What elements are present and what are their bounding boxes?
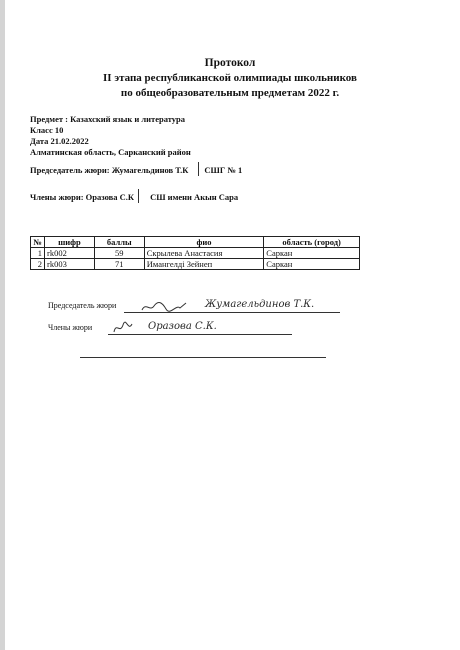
members-signature-label: Члены жюри bbox=[48, 323, 93, 332]
cell-region: Саркан bbox=[264, 259, 360, 270]
members-line bbox=[30, 192, 238, 202]
members-school: СШ имени Акын Сара bbox=[150, 192, 239, 202]
cell-name: Скрылева Анастасия bbox=[144, 248, 264, 259]
col-header-name: фио bbox=[144, 237, 264, 248]
page-subtitle-1: II этапа республиканской олимпиады школьников bbox=[103, 72, 357, 84]
chair-line bbox=[30, 165, 242, 175]
members-name: Члены жюри: Оразова С.К bbox=[30, 192, 135, 202]
page-subtitle-2: по общеобразовательным предметам 2022 г. bbox=[120, 87, 340, 99]
handwritten-signature-icon bbox=[112, 320, 134, 336]
cell-name: Имангелді Зейнеп bbox=[144, 259, 264, 270]
extra-signature-line bbox=[80, 357, 326, 358]
col-header-region: область (город) bbox=[264, 237, 360, 248]
handwritten-signature-icon bbox=[140, 300, 190, 314]
meta-block bbox=[30, 114, 191, 158]
chair-signature-text: Жумагельдинов Т.К. bbox=[205, 299, 315, 310]
table-row bbox=[31, 259, 360, 270]
col-header-code: шифр bbox=[44, 237, 94, 248]
results-table bbox=[30, 236, 360, 270]
chair-school: СШГ № 1 bbox=[204, 165, 243, 175]
date-line: Дата 21.02.2022 bbox=[30, 136, 89, 146]
cell-code: rk003 bbox=[44, 259, 94, 270]
members-signature-text: Оразова С.К. bbox=[148, 321, 217, 332]
col-header-score: баллы bbox=[94, 237, 144, 248]
col-header-number: № bbox=[31, 237, 45, 248]
cell-score: 59 bbox=[94, 248, 144, 259]
table-header-row bbox=[31, 237, 360, 248]
region-line: Алматинская область, Сарканский район bbox=[30, 147, 191, 157]
members-divider bbox=[138, 189, 139, 203]
grade-line: Класс 10 bbox=[30, 125, 64, 135]
cell-code: rk002 bbox=[44, 248, 94, 259]
cell-region: Саркан bbox=[264, 248, 360, 259]
members-signature-scribble bbox=[112, 320, 134, 339]
cell-number: 2 bbox=[31, 259, 45, 270]
table-row bbox=[31, 248, 360, 259]
chair-signature-scribble bbox=[140, 300, 190, 317]
members-signature-line bbox=[108, 334, 292, 335]
subject-line: Предмет : Казахский язык и литература bbox=[30, 114, 186, 124]
cell-number: 1 bbox=[31, 248, 45, 259]
chair-name: Председатель жюри: Жумагельдинов Т.К bbox=[30, 165, 189, 175]
page-title: Протокол bbox=[204, 57, 256, 69]
title-block bbox=[0, 56, 460, 101]
chair-signature-label: Председатель жюри bbox=[48, 301, 117, 310]
chair-divider bbox=[198, 162, 199, 176]
cell-score: 71 bbox=[94, 259, 144, 270]
